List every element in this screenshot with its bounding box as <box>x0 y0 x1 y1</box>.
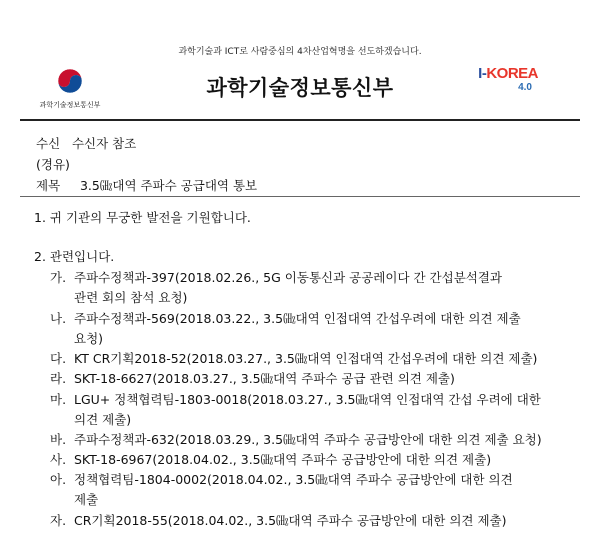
via-row <box>36 155 70 173</box>
list-item-text: SKT-18-6967(2018.04.02., 3.5㎓대역 주파수 공급방안에 대한 의견 제출) <box>74 452 492 467</box>
list-item-marker: 마. <box>50 392 67 407</box>
i-korea-version: 4.0 <box>518 82 532 93</box>
list-item-text: 주파수정책과-397(2018.02.26., 5G 이동통신과 공공레이다 간 간섭분석결과 <box>74 270 502 285</box>
list-item <box>50 390 541 408</box>
list-item-text: CR기획2018-55(2018.04.02., 3.5㎓대역 주파수 공급방안에 대한 의견 제출) <box>74 513 507 528</box>
list-item <box>50 349 537 367</box>
list-item <box>50 268 502 286</box>
i-korea-brand-word: KOREA <box>486 65 538 82</box>
list-item-marker: 자. <box>50 513 67 528</box>
recipient-label: 수신 <box>36 136 61 151</box>
ministry-title: 과학기술정보통신부 <box>206 76 394 100</box>
list-item-text: LGU+ 정책협력팀-1803-0018(2018.03.27., 3.5㎓대역 인접대역 간섭 우려에 대한 <box>74 392 541 407</box>
list-item <box>50 511 506 529</box>
list-item-marker: 바. <box>50 432 67 447</box>
list-item <box>50 470 513 488</box>
i-korea-brand-prefix: I- <box>478 65 487 82</box>
paragraph-1: 1. 귀 기관의 무궁한 발전을 기원합니다. <box>34 210 251 225</box>
list-item-marker: 나. <box>50 311 67 326</box>
list-item <box>50 369 455 387</box>
list-item <box>50 430 542 448</box>
list-item-text: 주파수정책과-569(2018.03.22., 3.5㎓대역 인접대역 간섭우려에 대한 의견 제출 <box>74 311 521 326</box>
list-item-marker: 사. <box>50 452 67 467</box>
subject-label: 제목 <box>36 178 61 193</box>
list-item <box>50 450 491 468</box>
via-label: (경유) <box>36 157 70 172</box>
paragraph-2: 2. 관련입니다. <box>34 249 115 264</box>
list-item-text: KT CR기획2018-52(2018.03.27., 3.5㎓대역 인접대역 간섭우려에 대한 의견 제출) <box>74 351 538 366</box>
subject-divider <box>20 196 580 197</box>
subject-value: 3.5㎓대역 주파수 공급대역 통보 <box>79 178 258 193</box>
subject-row <box>36 176 257 194</box>
list-item-continuation: 의견 제출) <box>74 412 132 427</box>
list-item-continuation: 요청) <box>74 331 104 346</box>
list-item-marker: 가. <box>50 270 67 285</box>
list-item-marker: 라. <box>50 371 67 386</box>
slogan: 과학기술과 ICT로 사람중심의 4차산업혁명을 선도하겠습니다. <box>178 47 422 57</box>
recipient-row <box>36 134 136 152</box>
list-item-marker: 아. <box>50 472 67 487</box>
list-item-text: SKT-18-6627(2018.03.27., 3.5㎓대역 주파수 공급 관련 의견 제출) <box>74 371 455 386</box>
list-item-text: 정책협력팀-1804-0002(2018.04.02., 3.5㎓대역 주파수 공급방안에 대한 의견 <box>74 472 513 487</box>
list-item-continuation: 제출 <box>74 492 99 507</box>
i-korea-logo <box>478 66 538 94</box>
organization-small-name: 과학기술정보통신부 <box>39 101 101 109</box>
list-item-continuation: 관련 회의 참석 요청) <box>74 290 188 305</box>
i-korea-brand <box>478 66 538 82</box>
list-item-text: 주파수정책과-632(2018.03.29., 3.5㎓대역 주파수 공급방안에 대한 의견 제출 요청) <box>74 432 542 447</box>
list-item <box>50 309 521 327</box>
recipient-value: 수신자 참조 <box>71 136 137 151</box>
header-divider-thick <box>20 119 580 121</box>
list-item-marker: 다. <box>50 351 67 366</box>
